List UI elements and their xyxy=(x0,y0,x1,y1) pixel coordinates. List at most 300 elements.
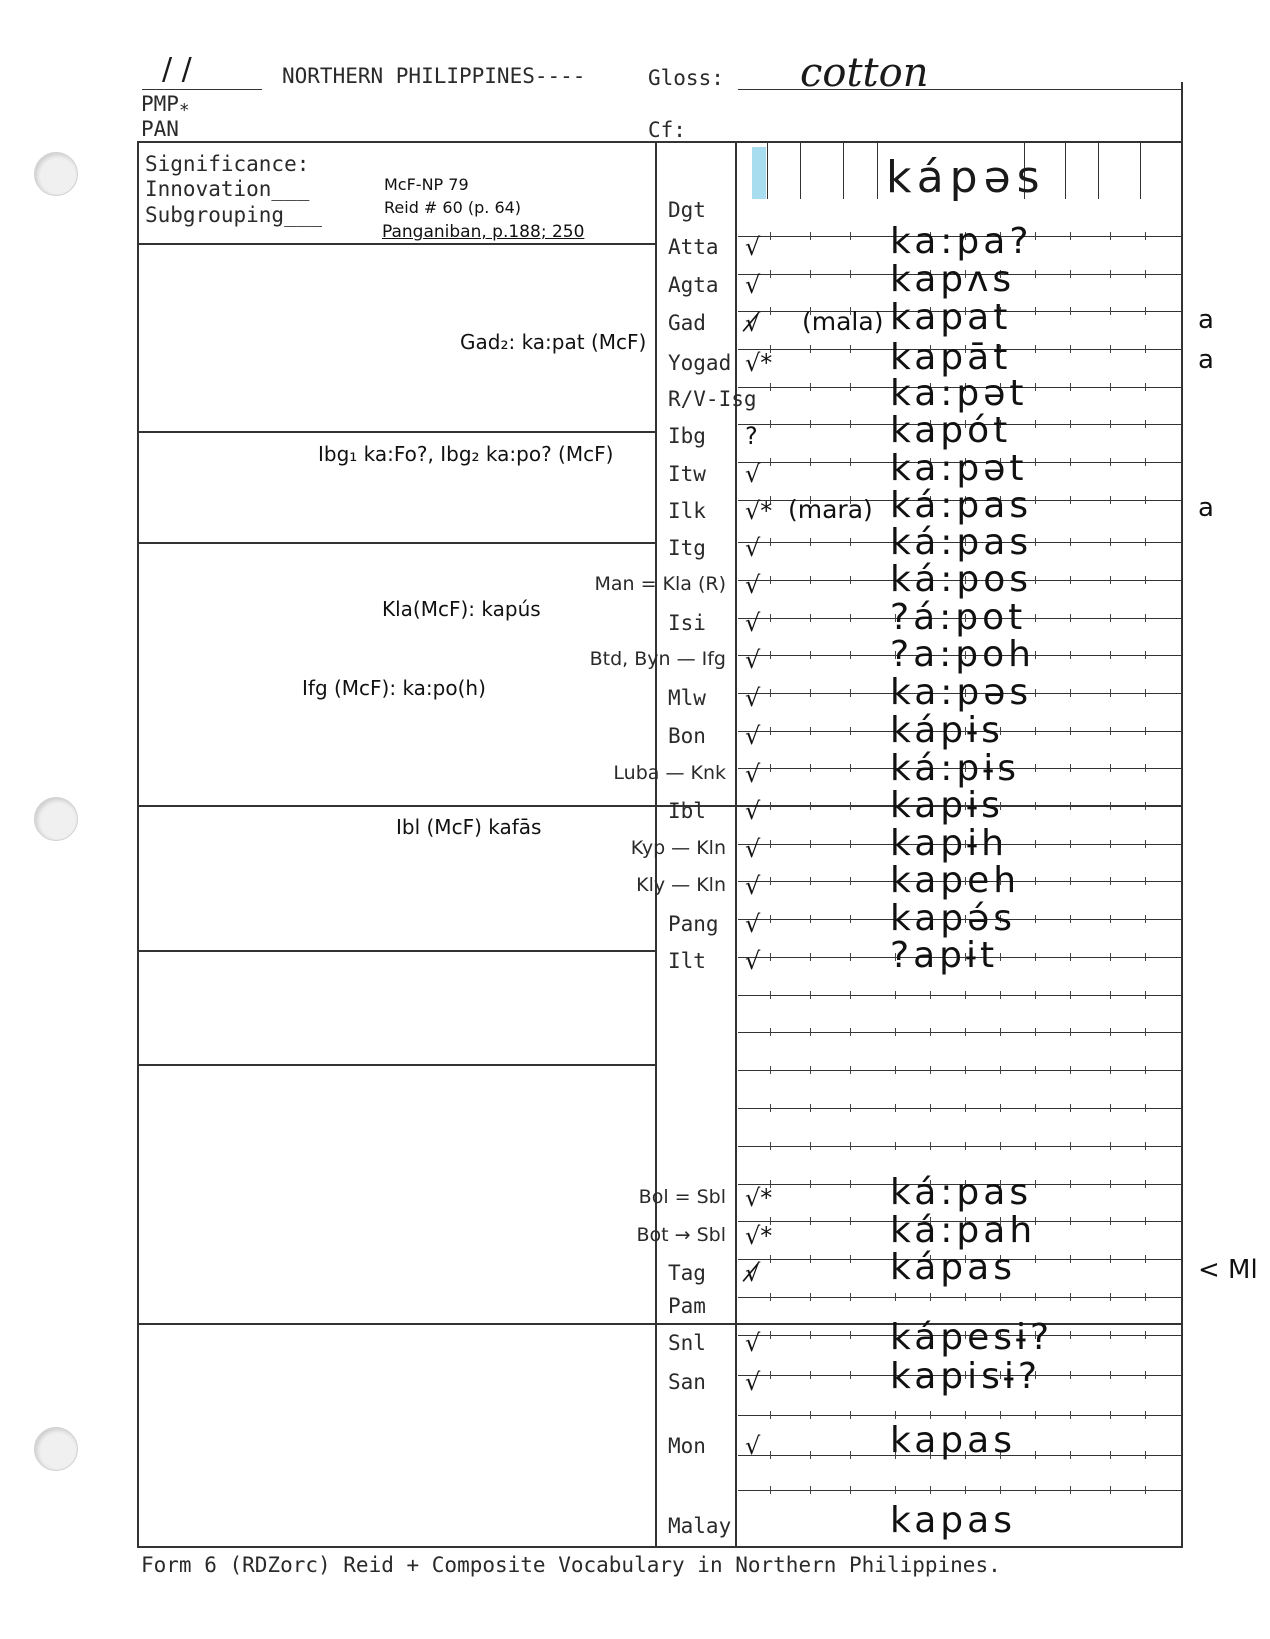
row-tick xyxy=(1070,496,1071,504)
margin-note: a xyxy=(1198,345,1214,375)
row-tick xyxy=(810,1451,811,1459)
row-tick xyxy=(770,1293,771,1301)
pan-label: PAN xyxy=(141,117,179,141)
row-tick xyxy=(810,458,811,466)
cognate-form: kapas xyxy=(890,1500,1016,1541)
left-divider-1 xyxy=(137,243,657,245)
row-tick xyxy=(850,764,851,772)
frame-left xyxy=(137,141,139,1548)
row-tick xyxy=(1145,727,1146,735)
row-tick xyxy=(810,802,811,810)
row-tick xyxy=(895,1104,896,1112)
check-mark: √ xyxy=(745,1432,761,1460)
row-tick xyxy=(1110,270,1111,278)
innovation-label: Innovation___ xyxy=(145,177,310,201)
row-tick xyxy=(1035,840,1036,848)
row-rule xyxy=(738,1490,1182,1491)
note-ifg: Ifg (McF): ka:po(h) xyxy=(302,676,486,700)
row-tick xyxy=(1110,383,1111,391)
row-tick xyxy=(965,1486,966,1494)
language-label: Pang xyxy=(668,912,719,936)
row-tick xyxy=(1110,689,1111,697)
cognate-form: kapas xyxy=(890,1420,1016,1461)
row-tick xyxy=(1070,1486,1071,1494)
row-tick xyxy=(810,420,811,428)
row-tick xyxy=(770,1028,771,1036)
language-label: Isi xyxy=(668,611,706,635)
row-tick xyxy=(810,1255,811,1263)
cognate-form: kápas xyxy=(890,1247,1016,1288)
row-tick xyxy=(810,953,811,961)
language-label: Agta xyxy=(668,273,719,297)
subgrouping-label: Subgrouping___ xyxy=(145,203,323,227)
row-tick xyxy=(1070,651,1071,659)
ref-reid: Reid # 60 (p. 64) xyxy=(384,198,522,217)
row-tick xyxy=(850,953,851,961)
row-tick xyxy=(850,1180,851,1188)
row-tick xyxy=(810,1371,811,1379)
row-tick xyxy=(1110,1217,1111,1225)
row-tick xyxy=(850,458,851,466)
row-tick xyxy=(895,1293,896,1301)
row-tick xyxy=(770,1104,771,1112)
row-tick xyxy=(1070,877,1071,885)
row-tick xyxy=(1070,576,1071,584)
row-tick xyxy=(1145,1066,1146,1074)
row-tick xyxy=(850,1411,851,1419)
margin-note: a xyxy=(1198,305,1214,335)
row-tick xyxy=(1070,232,1071,240)
row-tick xyxy=(810,840,811,848)
row-rule xyxy=(738,995,1182,996)
row-tick xyxy=(1145,1255,1146,1263)
row-tick xyxy=(850,345,851,353)
gloss-underline xyxy=(738,89,1182,90)
row-tick xyxy=(1035,1028,1036,1036)
row-tick xyxy=(810,1104,811,1112)
row-tick xyxy=(1145,1451,1146,1459)
row-tick xyxy=(1110,651,1111,659)
language-label: Ilk xyxy=(668,499,706,523)
row-tick xyxy=(895,991,896,999)
row-tick xyxy=(1070,458,1071,466)
row-tick xyxy=(1110,802,1111,810)
punch-hole-middle xyxy=(34,797,78,841)
row-tick xyxy=(1000,1486,1001,1494)
row-tick xyxy=(1145,651,1146,659)
check-mark: √ xyxy=(745,872,761,900)
pmp-star: * xyxy=(178,101,190,122)
row-tick xyxy=(1070,915,1071,923)
row-tick xyxy=(1000,1411,1001,1419)
row-tick xyxy=(1145,270,1146,278)
cognate-form: ?a:poh xyxy=(890,634,1035,675)
row-tick xyxy=(850,1066,851,1074)
row-tick xyxy=(770,307,771,315)
row-tick xyxy=(965,1293,966,1301)
row-tick xyxy=(1145,1142,1146,1150)
row-tick xyxy=(1035,383,1036,391)
row-rule xyxy=(738,1415,1182,1416)
check-mark: √ xyxy=(745,534,761,562)
check-mark: √ xyxy=(745,760,761,788)
row-tick xyxy=(1145,496,1146,504)
row-tick xyxy=(1110,953,1111,961)
row-tick xyxy=(810,576,811,584)
row-tick xyxy=(1145,420,1146,428)
significance-title: Significance: xyxy=(145,152,310,176)
grid-v-1 xyxy=(767,141,768,199)
row-tick xyxy=(770,991,771,999)
row-tick xyxy=(1110,1142,1111,1150)
language-label: Man = Kla (R) xyxy=(594,573,726,595)
row-tick xyxy=(850,802,851,810)
cognate-form: ?á:pot xyxy=(890,597,1027,638)
row-tick xyxy=(810,1486,811,1494)
row-tick xyxy=(1145,840,1146,848)
row-tick xyxy=(850,1142,851,1150)
row-tick xyxy=(1145,802,1146,810)
left-divider-3 xyxy=(137,542,657,544)
language-label: Dgt xyxy=(668,198,706,222)
row-tick xyxy=(1070,383,1071,391)
check-mark: √ xyxy=(745,797,761,825)
row-tick xyxy=(770,802,771,810)
check-mark: √* xyxy=(745,1184,773,1212)
date-marks: / / xyxy=(162,52,192,87)
row-tick xyxy=(1145,458,1146,466)
language-label: Itw xyxy=(668,462,706,486)
row-tick xyxy=(1070,727,1071,735)
prefix-note: (mala) xyxy=(802,307,884,336)
row-tick xyxy=(850,727,851,735)
row-tick xyxy=(810,538,811,546)
row-tick xyxy=(1145,614,1146,622)
row-tick xyxy=(850,915,851,923)
row-tick xyxy=(930,1411,931,1419)
row-tick xyxy=(1070,1217,1071,1225)
row-tick xyxy=(1110,1028,1111,1036)
row-tick xyxy=(850,1486,851,1494)
row-tick xyxy=(1035,458,1036,466)
row-tick xyxy=(1110,1180,1111,1188)
punch-hole-top xyxy=(34,152,78,196)
language-label: R/V-Isg xyxy=(668,387,757,411)
row-tick xyxy=(1035,991,1036,999)
row-tick xyxy=(1035,307,1036,315)
check-mark: √* xyxy=(745,1222,773,1250)
row-tick xyxy=(850,576,851,584)
row-tick xyxy=(850,232,851,240)
row-tick xyxy=(1070,802,1071,810)
row-tick xyxy=(895,1066,896,1074)
row-tick xyxy=(1070,1331,1071,1339)
row-tick xyxy=(810,1293,811,1301)
row-tick xyxy=(810,383,811,391)
cognate-form: ka:pət xyxy=(890,373,1028,414)
cognate-form: kápesɨ? xyxy=(890,1317,1054,1358)
row-tick xyxy=(770,764,771,772)
cognate-form: kapɨs xyxy=(890,785,1004,826)
row-tick xyxy=(1110,1104,1111,1112)
row-tick xyxy=(1070,307,1071,315)
row-tick xyxy=(770,953,771,961)
row-tick xyxy=(1145,764,1146,772)
row-tick xyxy=(1035,1142,1036,1150)
check-mark: √ xyxy=(745,233,761,261)
punch-hole-bottom xyxy=(34,1427,78,1471)
check-mark: √ xyxy=(745,1368,761,1396)
row-tick xyxy=(1035,1293,1036,1301)
check-mark: √ xyxy=(745,722,761,750)
row-tick xyxy=(850,1255,851,1263)
row-tick xyxy=(1110,1066,1111,1074)
note-gad: Gad₂: ka:pat (McF) xyxy=(460,330,647,354)
language-label: Atta xyxy=(668,235,719,259)
check-mark: √ xyxy=(745,947,761,975)
row-tick xyxy=(1000,1293,1001,1301)
row-tick xyxy=(770,1451,771,1459)
row-tick xyxy=(850,1028,851,1036)
row-tick xyxy=(810,727,811,735)
footer-form-label: Form 6 (RDZorc) Reid + Composite Vocabulary in Northern Philippines. xyxy=(141,1553,1001,1577)
row-tick xyxy=(1110,307,1111,315)
row-tick xyxy=(770,915,771,923)
check-mark: √ xyxy=(745,460,761,488)
note-ibl: Ibl (McF) kafās xyxy=(396,815,542,839)
row-tick xyxy=(1110,991,1111,999)
row-tick xyxy=(1145,1293,1146,1301)
row-tick xyxy=(1145,1371,1146,1379)
row-tick xyxy=(965,991,966,999)
language-label: Mlw xyxy=(668,686,706,710)
row-tick xyxy=(1110,1486,1111,1494)
cognate-form: kapʌs xyxy=(890,259,1016,300)
row-tick xyxy=(1145,1028,1146,1036)
row-tick xyxy=(850,1293,851,1301)
language-label: Gad xyxy=(668,311,706,335)
cognate-form: kapat xyxy=(890,297,1012,338)
row-tick xyxy=(850,840,851,848)
row-tick xyxy=(1035,538,1036,546)
note-kla: Kla(McF): kapús xyxy=(382,597,541,621)
row-tick xyxy=(770,270,771,278)
gloss-label: Gloss: xyxy=(648,66,724,90)
row-tick xyxy=(850,1331,851,1339)
row-tick xyxy=(810,1411,811,1419)
frame-right xyxy=(1181,82,1183,1548)
cognate-form: kapāt xyxy=(890,337,1012,378)
frame-top xyxy=(137,141,1183,143)
row-tick xyxy=(770,538,771,546)
row-tick xyxy=(810,232,811,240)
row-tick xyxy=(1070,991,1071,999)
row-rule xyxy=(738,1146,1182,1147)
row-tick xyxy=(1035,1411,1036,1419)
check-mark: √* xyxy=(745,497,773,525)
language-label: Tag xyxy=(668,1261,706,1285)
check-mark: √* xyxy=(745,349,773,377)
row-tick xyxy=(1070,1028,1071,1036)
reconstruction-form: kápəs xyxy=(886,152,1046,203)
cognate-form: kapə́s xyxy=(890,898,1017,939)
row-tick xyxy=(770,840,771,848)
row-tick xyxy=(810,1217,811,1225)
cognate-form: ?apɨt xyxy=(890,935,999,976)
row-tick xyxy=(1035,270,1036,278)
cf-label: Cf: xyxy=(648,118,686,142)
row-tick xyxy=(1145,307,1146,315)
cognate-form: ká:pah xyxy=(890,1210,1037,1251)
row-tick xyxy=(850,1371,851,1379)
row-tick xyxy=(1145,1486,1146,1494)
prefix-note: (mara) xyxy=(788,495,873,524)
grid-v-3 xyxy=(843,141,844,199)
language-label: Btd, Byn — Ifg xyxy=(589,648,726,670)
row-tick xyxy=(1035,764,1036,772)
row-tick xyxy=(1110,877,1111,885)
left-divider-5 xyxy=(137,950,657,952)
row-tick xyxy=(1000,991,1001,999)
check-mark: √̸ xyxy=(745,1259,761,1287)
row-tick xyxy=(810,1028,811,1036)
row-tick xyxy=(1110,458,1111,466)
language-label: Bol = Sbl xyxy=(638,1186,726,1208)
row-tick xyxy=(1035,345,1036,353)
row-tick xyxy=(770,420,771,428)
row-tick xyxy=(810,915,811,923)
check-mark: √ xyxy=(745,910,761,938)
row-tick xyxy=(810,1331,811,1339)
row-tick xyxy=(930,1104,931,1112)
row-tick xyxy=(1035,877,1036,885)
cognate-form: ka:pət xyxy=(890,448,1028,489)
left-divider-2 xyxy=(137,431,657,433)
row-tick xyxy=(810,270,811,278)
language-label: San xyxy=(668,1370,706,1394)
row-tick xyxy=(1035,651,1036,659)
grid-v-6 xyxy=(1065,141,1066,199)
row-tick xyxy=(1035,1104,1036,1112)
language-label: Itg xyxy=(668,536,706,560)
row-tick xyxy=(1145,953,1146,961)
row-tick xyxy=(770,651,771,659)
cognate-form: kápɨs xyxy=(890,710,1004,751)
language-label: Ilt xyxy=(668,949,706,973)
row-tick xyxy=(1070,764,1071,772)
language-label: Ibl xyxy=(668,799,706,823)
cognate-form: kapisɨ? xyxy=(890,1356,1041,1397)
row-tick xyxy=(1070,1142,1071,1150)
row-tick xyxy=(1110,727,1111,735)
row-tick xyxy=(810,345,811,353)
row-tick xyxy=(1070,1371,1071,1379)
cognate-form: kapót xyxy=(890,410,1012,451)
row-tick xyxy=(810,1180,811,1188)
row-tick xyxy=(1110,1331,1111,1339)
row-tick xyxy=(1145,1217,1146,1225)
check-mark: √ xyxy=(745,684,761,712)
language-label: Snl xyxy=(668,1331,706,1355)
row-tick xyxy=(770,1411,771,1419)
row-tick xyxy=(1145,538,1146,546)
margin-note: < Ml xyxy=(1198,1255,1258,1285)
row-tick xyxy=(1070,1104,1071,1112)
row-tick xyxy=(1070,614,1071,622)
row-tick xyxy=(1000,1028,1001,1036)
row-tick xyxy=(770,689,771,697)
row-tick xyxy=(1035,1486,1036,1494)
row-rule xyxy=(738,1297,1182,1298)
row-tick xyxy=(810,1142,811,1150)
row-tick xyxy=(1145,345,1146,353)
language-label: Kly — Kln xyxy=(636,874,726,896)
row-tick xyxy=(965,1142,966,1150)
row-tick xyxy=(1110,1371,1111,1379)
row-tick xyxy=(965,1104,966,1112)
note-ibg: Ibg₁ ka:Fo?, Ibg₂ ka:po? (McF) xyxy=(318,442,614,466)
cognate-form: ká:pas xyxy=(890,1172,1033,1213)
row-tick xyxy=(1110,496,1111,504)
gloss-value: cotton xyxy=(800,50,929,96)
row-tick xyxy=(1145,576,1146,584)
row-tick xyxy=(1035,802,1036,810)
row-tick xyxy=(1035,496,1036,504)
row-tick xyxy=(965,1411,966,1419)
row-tick xyxy=(1145,991,1146,999)
row-tick xyxy=(930,1293,931,1301)
row-tick xyxy=(895,1486,896,1494)
row-tick xyxy=(850,991,851,999)
language-label: Kyp — Kln xyxy=(630,837,726,859)
row-tick xyxy=(850,270,851,278)
row-tick xyxy=(1070,1451,1071,1459)
row-tick xyxy=(770,614,771,622)
row-tick xyxy=(1035,727,1036,735)
row-tick xyxy=(1145,1104,1146,1112)
row-tick xyxy=(1110,915,1111,923)
row-tick xyxy=(1070,345,1071,353)
check-mark: √̸ xyxy=(745,309,761,337)
row-tick xyxy=(850,420,851,428)
row-tick xyxy=(1110,538,1111,546)
row-tick xyxy=(1000,1066,1001,1074)
grid-v-8 xyxy=(1140,141,1141,199)
row-tick xyxy=(770,727,771,735)
grid-v-2 xyxy=(800,141,801,199)
row-tick xyxy=(1145,383,1146,391)
row-tick xyxy=(1000,1104,1001,1112)
date-underline xyxy=(142,89,262,90)
row-tick xyxy=(770,1371,771,1379)
cognate-form: kapɨh xyxy=(890,823,1008,864)
row-tick xyxy=(965,1066,966,1074)
region-label: NORTHERN PHILIPPINES---- xyxy=(282,64,586,88)
margin-note: a xyxy=(1198,493,1214,523)
row-tick xyxy=(1070,689,1071,697)
grid-v-7 xyxy=(1098,141,1099,199)
row-tick xyxy=(770,1066,771,1074)
row-tick xyxy=(930,991,931,999)
row-tick xyxy=(770,458,771,466)
row-tick xyxy=(1070,1066,1071,1074)
row-tick xyxy=(1035,1255,1036,1263)
row-rule xyxy=(738,1108,1182,1109)
row-tick xyxy=(1035,614,1036,622)
cognate-form: ka:pa? xyxy=(890,221,1033,262)
row-tick xyxy=(895,1411,896,1419)
check-mark: √ xyxy=(745,646,761,674)
